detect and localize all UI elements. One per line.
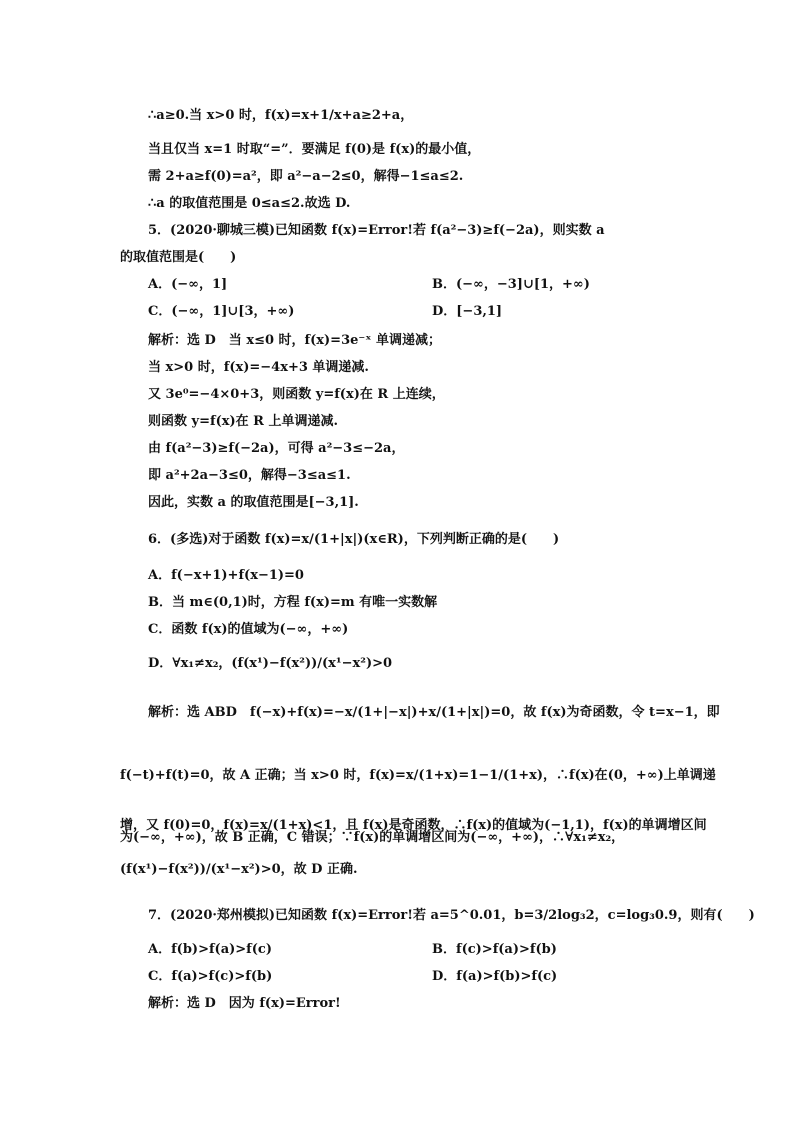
question-6-stem: 6．(多选)对于函数 f(x)=x/(1+|x|)(x∈R)，下列判断正确的是( ) [148,532,560,547]
text-line: 又 3e⁰=−4×0+3，则函数 y=f(x)在 R 上连续， [148,387,445,402]
text-line: 解析：选 D 因为 f(x)=Error! [148,996,341,1011]
q5-option-b: B．(−∞，−3]∪[1，+∞) [432,277,590,292]
text-line: 当 x>0 时，f(x)=−4x+3 单调递减. [148,360,369,375]
question-7-stem: 7．(2020·郑州模拟)已知函数 f(x)=Error!若 a=5^0.01，b=3/2log₃2，c=log₃0.9，则有( ) [148,908,755,923]
text-line: 因此，实数 a 的取值范围是[−3,1]. [148,495,359,510]
text-line: 为(−∞，+∞)，故 B 正确，C 错误；∵f(x)的单调增区间为(−∞，+∞)，∴∀x₁≠x₂， [120,830,625,845]
q6-option-c: C．函数 f(x)的值域为(−∞，+∞) [148,622,349,637]
question-5-stem-cont: 的取值范围是( ) [120,250,237,265]
text-line: ∴a≥0.当 x>0 时，f(x)=x+1/x+a≥2+a， [148,108,414,123]
text-line: ∴a 的取值范围是 0≤a≤2.故选 D. [148,196,351,211]
q7-option-d: D．f(a)>f(b)>f(c) [432,969,558,984]
question-5-stem: 5．(2020·聊城三模)已知函数 f(x)=Error!若 f(a²−3)≥f(−2a)，则实数 a [148,223,605,238]
text-line: 解析：选 ABD f(−x)+f(x)=−x/(1+|−x|)+x/(1+|x|)=0，故 f(x)为奇函数，令 t=x−1，即 [148,705,720,720]
text-line: f(−t)+f(t)=0，故 A 正确；当 x>0 时，f(x)=x/(1+x)=1−1/(1+x)，∴f(x)在(0，+∞)上单调递 [120,768,716,783]
text-line: 由 f(a²−3)≥f(−2a)，可得 a²−3≤−2a， [148,441,405,456]
text-line: (f(x¹)−f(x²))/(x¹−x²)>0，故 D 正确. [120,862,358,877]
text-line: 需 2+a≥f(0)=a²，即 a²−a−2≤0，解得−1≤a≤2. [148,169,464,184]
q5-option-a: A．(−∞，1] [148,277,228,292]
q5-option-c: C．(−∞，1]∪[3，+∞) [148,304,295,319]
text-line: 即 a²+2a−3≤0，解得−3≤a≤1. [148,468,351,483]
q6-option-b: B．当 m∈(0,1)时，方程 f(x)=m 有唯一实数解 [148,595,438,610]
q7-option-b: B．f(c)>f(a)>f(b) [432,942,557,957]
text-line: 则函数 y=f(x)在 R 上单调递减. [148,414,338,429]
q6-option-a: A．f(−x+1)+f(x−1)=0 [148,568,304,583]
text-line: 当且仅当 x=1 时取“=”．要满足 f(0)是 f(x)的最小值， [148,142,481,157]
q7-option-a: A．f(b)>f(a)>f(c) [148,942,272,957]
text-line: 解析：选 D 当 x≤0 时，f(x)=3e⁻ˣ 单调递减； [148,333,441,348]
q7-option-c: C．f(a)>f(c)>f(b) [148,969,273,984]
q6-option-d: D．∀x₁≠x₂，(f(x¹)−f(x²))/(x¹−x²)>0 [148,656,393,671]
text-line: 增，又 f(0)=0，f(x)=x/(1+x)<1，且 f(x)是奇函数，∴f(x)的值域为(−1,1)，f(x)的单调增区间 [120,818,707,833]
q5-option-d: D．[−3,1] [432,304,503,319]
